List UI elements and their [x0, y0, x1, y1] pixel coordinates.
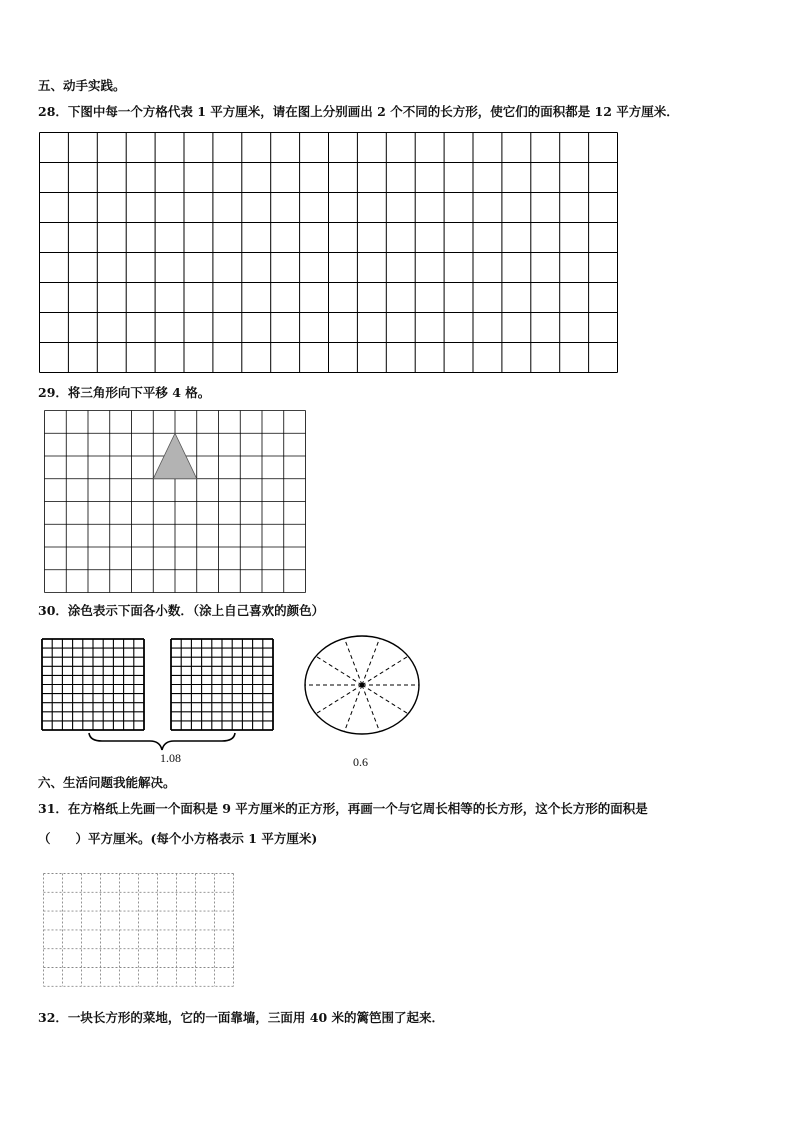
question-32: 32．一块长方形的菜地，它的一面靠墙，三面用 40 米的篱笆围了起来．: [38, 1010, 444, 1025]
grid-28[interactable]: [39, 132, 619, 374]
label-1-08: 1.08: [160, 751, 181, 765]
fraction-circle[interactable]: [304, 635, 424, 739]
question-31-line2: （ ）平方厘米。(每个小方格表示 1 平方厘米): [38, 831, 318, 846]
grid-31-dotted[interactable]: [43, 873, 235, 987]
question-30: 30．涂色表示下面各小数．（涂上自己喜欢的颜色）: [38, 603, 325, 618]
grid-line: [362, 656, 408, 685]
hundred-grid-left[interactable]: [41, 638, 145, 732]
grid-29[interactable]: [44, 410, 308, 594]
section-five-title: 五、动手实践。: [38, 78, 126, 93]
question-31-line1: 31．在方格纸上先画一个面积是 9 平方厘米的正方形，再画一个与它周长相等的长方形，这个长方形的面积是: [38, 801, 648, 816]
circle-center-dot: [360, 683, 365, 688]
grid-line: [362, 638, 380, 685]
section-six-title: 六、生活问题我能解决。: [38, 775, 176, 790]
brace: [88, 731, 236, 753]
grid-line: [362, 685, 380, 732]
grid-line: [316, 656, 362, 685]
grid-line: [362, 685, 408, 714]
hundred-grid-right[interactable]: [170, 638, 274, 732]
grid-line: [344, 638, 362, 685]
question-28: 28．下图中每一个方格代表 1 平方厘米，请在图上分别画出 2 个不同的长方形，使它们的面积都是 12 平方厘米．: [38, 104, 679, 119]
grid-line: [316, 685, 362, 714]
label-0-6: 0.6: [353, 755, 368, 769]
question-29: 29．将三角形向下平移 4 格。: [38, 385, 211, 400]
grid-line: [344, 685, 362, 732]
